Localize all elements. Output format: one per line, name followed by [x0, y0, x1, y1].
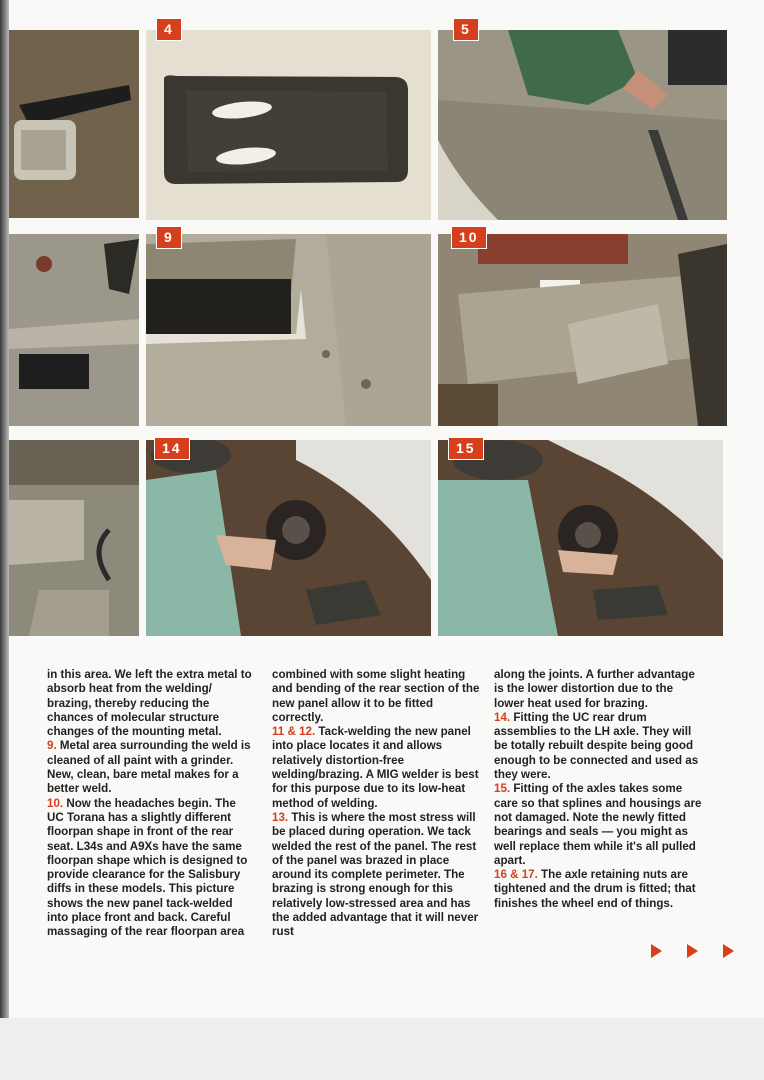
paragraph — [47, 739, 255, 796]
paragraph — [494, 868, 706, 911]
page-bottom-margin — [0, 1018, 764, 1080]
step-number: 16 & 17. — [494, 868, 538, 882]
text-column-2 — [272, 668, 480, 940]
text-column-3 — [494, 668, 706, 911]
step-number: 9. — [47, 739, 57, 753]
photo-10-tack-welded-panel — [438, 234, 727, 426]
photo-4-floor-panel — [146, 30, 431, 220]
photo-number-10: 10 — [451, 226, 487, 249]
paragraph — [494, 668, 706, 711]
step-number: 10. — [47, 796, 64, 810]
page-spine-shadow — [0, 0, 9, 1080]
photo-5-floor-welding — [438, 30, 727, 220]
paragraph-text: Tack-welding the new panel into place locates it and allows relatively distortion-free welding/brazing. A MIG welder is best for this purpose due to its low-heat method of welding. — [272, 725, 479, 810]
paragraph — [494, 711, 706, 782]
paragraph — [494, 782, 706, 868]
photo-number-9: 9 — [156, 226, 182, 249]
photo-middle-left-crop — [9, 234, 139, 426]
paragraph-text: The axle retaining nuts are tightened and the drum is fitted; that finishes the wheel end of things. — [494, 868, 696, 910]
paragraph-text: Fitting the UC rear drum assemblies to the LH axle. They will be totally rebuilt despite being good enough to be connected and used as they were. — [494, 710, 699, 782]
paragraph — [47, 797, 255, 940]
photo-number-5: 5 — [453, 18, 479, 41]
step-number: 13. — [272, 810, 289, 824]
photo-top-left-crop — [9, 30, 139, 218]
paragraph — [272, 668, 480, 725]
photo-15-fitting-axles — [438, 440, 723, 636]
paragraph-text: combined with some slight heating and bending of the rear section of the new panel allow it to be fitted correctly. — [272, 668, 480, 724]
triangle-right-icon — [651, 944, 662, 958]
triangle-right-icon — [723, 944, 734, 958]
paragraph — [47, 668, 255, 739]
photo-bottom-left-crop — [9, 440, 139, 636]
photo-14-fitting-drum — [146, 440, 431, 636]
text-column-1 — [47, 668, 255, 940]
paragraph-text: Metal area surrounding the weld is cleaned of all paint with a grinder. New, clean, bare metal makes for a better weld. — [47, 739, 251, 796]
paragraph-text: along the joints. A further advantage is the lower distortion due to the lower heat used for brazing. — [494, 668, 695, 710]
paragraph-text: This is where the most stress will be placed during operation. We tack welded the rest of the panel. The rest of the panel was brazed in place around its complete perimeter. The brazing is strong enough for this relatively low-stressed area and has the added advantage that it will never rust — [272, 810, 479, 939]
photo-number-14: 14 — [154, 437, 190, 460]
paragraph-text: in this area. We left the extra metal to absorb heat from the welding/ brazing, thereby reducing the chances of molecular structure changes of the mounting metal. — [47, 668, 252, 739]
paragraph-text: Now the headaches begin. The UC Torana has a slightly different floorpan shape in front of the rear seat. L34s and A9Xs have the same floorpan shape which is designed to provide clearance for the Salisbury diffs in these models. This picture shows the new panel tack-welded into place front and back. Careful massaging of the rear floorpan area — [47, 796, 248, 939]
photo-9-cleaned-metal — [146, 234, 431, 426]
paragraph — [272, 725, 480, 811]
photo-number-15: 15 — [448, 437, 484, 460]
step-number: 11 & 12. — [272, 725, 316, 739]
step-number: 15. — [494, 782, 511, 796]
triangle-right-icon — [687, 944, 698, 958]
photo-number-4: 4 — [156, 18, 182, 41]
paragraph — [272, 811, 480, 940]
step-number: 14. — [494, 710, 511, 724]
paragraph-text: Fitting of the axles takes some care so that splines and housings are not damaged. Note the newly fitted bearings and seals — you might as well replace them while it's all pulled apart. — [494, 782, 702, 867]
